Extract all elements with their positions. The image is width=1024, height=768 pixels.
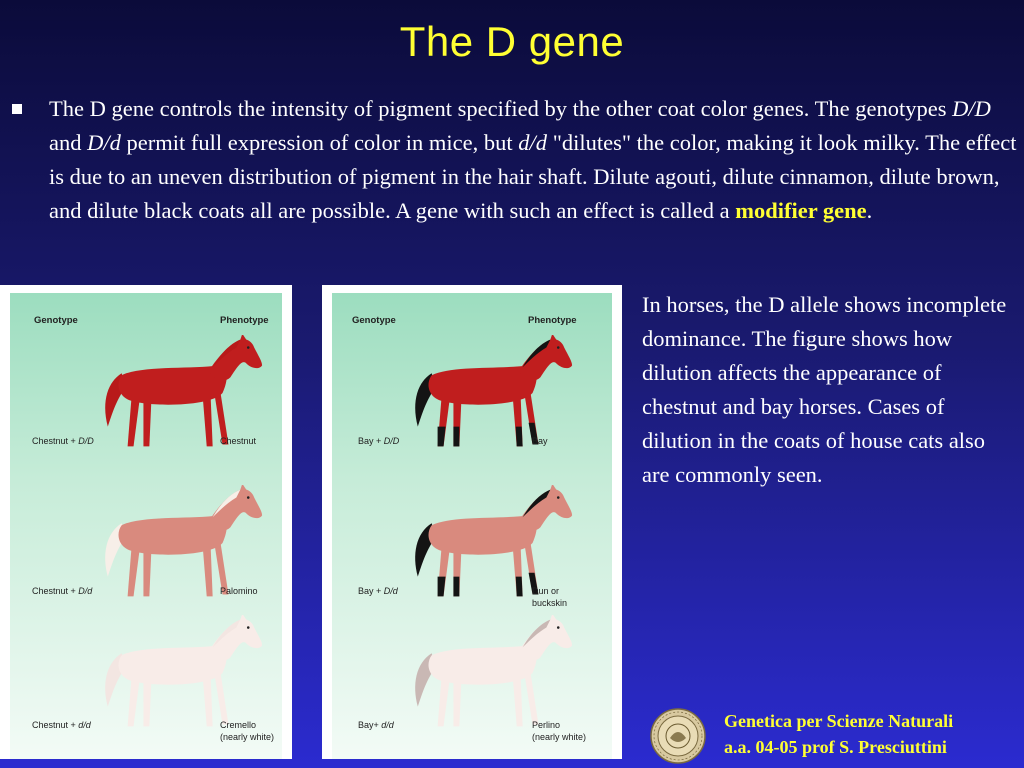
- phenotype-label: [532, 585, 567, 609]
- horse-ear: [240, 615, 246, 620]
- bullet-text-part: permit full expression of color in mice, but: [120, 130, 519, 155]
- keyword-modifier-gene: modifier gene: [735, 198, 867, 223]
- phenotype-label: [532, 719, 586, 743]
- phenotype-label: [220, 585, 258, 597]
- horse-ear: [550, 615, 556, 620]
- phenotype-name: Dun or: [532, 586, 560, 596]
- horse-ear: [550, 335, 556, 340]
- figure-panel-chestnut: [0, 285, 292, 759]
- horse-leg-point: [438, 427, 446, 447]
- horse-leg-point: [516, 427, 523, 447]
- genotype-prefix: Chestnut +: [32, 436, 79, 446]
- horse-leg: [128, 677, 140, 726]
- genotype-label: [358, 435, 399, 447]
- genotype-allele: d/d: [381, 720, 394, 730]
- genotype-dd-heterozygous: D/d: [87, 130, 121, 155]
- bullet-text-part: .: [866, 198, 873, 223]
- bullet-text-part: The D gene controls the intensity of pigment specified by the other coat color genes. The genotypes: [49, 96, 953, 121]
- horse-bay-icon: [402, 335, 580, 455]
- horse-leg: [143, 679, 151, 726]
- horse-leg-point: [438, 577, 446, 597]
- university-seal-icon: [650, 708, 706, 764]
- genotype-allele: D/D: [78, 436, 94, 446]
- horse-leg: [215, 673, 229, 724]
- phenotype-header: Phenotype: [220, 315, 269, 326]
- figure-panel-background: [332, 293, 612, 759]
- genotype-label: [32, 435, 94, 447]
- genotype-label: [358, 719, 394, 731]
- phenotype-note: (nearly white): [220, 732, 275, 742]
- horse-ear: [240, 335, 246, 340]
- bullet-square-icon: [12, 104, 22, 114]
- genotype-label: [32, 719, 91, 731]
- horse-leg: [513, 677, 523, 726]
- genotype-prefix: Chestnut +: [32, 586, 79, 596]
- horse-eye: [247, 626, 250, 629]
- genotype-allele: D/D: [383, 436, 400, 446]
- horse-leg: [128, 547, 140, 596]
- phenotype-name: Bay: [532, 436, 548, 446]
- horse-ear: [240, 485, 246, 490]
- genotype-prefix: Chestnut +: [32, 720, 79, 730]
- horse-leg: [143, 399, 151, 446]
- bullet-paragraph: [12, 92, 1017, 228]
- genotype-header: Genotype: [34, 315, 78, 326]
- footer-credits: [724, 708, 1020, 760]
- phenotype-note: (nearly white): [532, 732, 587, 742]
- phenotype-header: Phenotype: [528, 315, 577, 326]
- genotype-dd-recessive: d/d: [518, 130, 548, 155]
- horse-leg-point: [516, 577, 523, 597]
- horse-leg-point: [453, 577, 459, 597]
- horse-leg: [438, 677, 450, 726]
- genotype-header: Genotype: [352, 315, 396, 326]
- genotype-allele: D/d: [78, 586, 93, 596]
- phenotype-label: [220, 719, 274, 743]
- phenotype-label: [532, 435, 548, 447]
- horse-eye: [557, 626, 560, 629]
- genotype-label: [358, 585, 398, 597]
- horse-eye: [247, 496, 250, 499]
- horse-leg: [203, 677, 213, 726]
- genotype-allele: d/d: [78, 720, 91, 730]
- horse-eye: [557, 496, 560, 499]
- horse-leg: [453, 679, 461, 726]
- genotype-prefix: Bay +: [358, 436, 384, 446]
- genotype-prefix: Bay +: [358, 586, 384, 596]
- bullet-text-part: "dilutes" the color, making it look milky. The effect is due to an uneven distribution of pigment in the hair shaft. Dilute agouti, dilute cinnamon, dilute brown, and dilute black coats all are possible. A gene with such an effect is called a: [49, 130, 1017, 223]
- bullet-text-part: and: [49, 130, 88, 155]
- phenotype-name: Chestnut: [220, 436, 257, 446]
- horse-eye: [557, 346, 560, 349]
- horse-leg: [128, 397, 140, 446]
- bullet-text: [49, 92, 1017, 228]
- phenotype-name: Cremello: [220, 720, 257, 730]
- horse-ear: [550, 485, 556, 490]
- horse-leg: [143, 549, 151, 596]
- phenotype-label: [220, 435, 256, 447]
- side-paragraph: In horses, the D allele shows incomplete dominance. The figure shows how dilution affects the appearance of chestnut and bay horses. Cases of dilution in the coats of house cats also are commonly seen.: [642, 292, 1007, 487]
- footer-year-author: a.a. 04-05 prof S. Presciuttini: [724, 737, 947, 757]
- horse-leg: [203, 397, 213, 446]
- figure-panel-background: [10, 293, 282, 759]
- footer-course: Genetica per Scienze Naturali: [724, 711, 954, 731]
- slide-title: The D gene: [399, 18, 625, 65]
- phenotype-name: Palomino: [220, 586, 258, 596]
- genotype-dd-homozygous: D/D: [952, 96, 991, 121]
- phenotype-name: Perlino: [532, 720, 561, 730]
- horse-perlino-icon: [402, 615, 580, 735]
- genotype-label: [32, 585, 92, 597]
- phenotype-note: buckskin: [532, 598, 568, 608]
- genotype-allele: D/d: [383, 586, 398, 596]
- figure-panel-bay: [322, 285, 622, 759]
- horse-leg-point: [453, 427, 459, 447]
- horse-leg: [203, 547, 213, 596]
- horse-cremello-icon: [92, 615, 270, 735]
- horse-eye: [247, 346, 250, 349]
- horse-leg: [525, 673, 539, 724]
- genotype-prefix: Bay+: [358, 720, 382, 730]
